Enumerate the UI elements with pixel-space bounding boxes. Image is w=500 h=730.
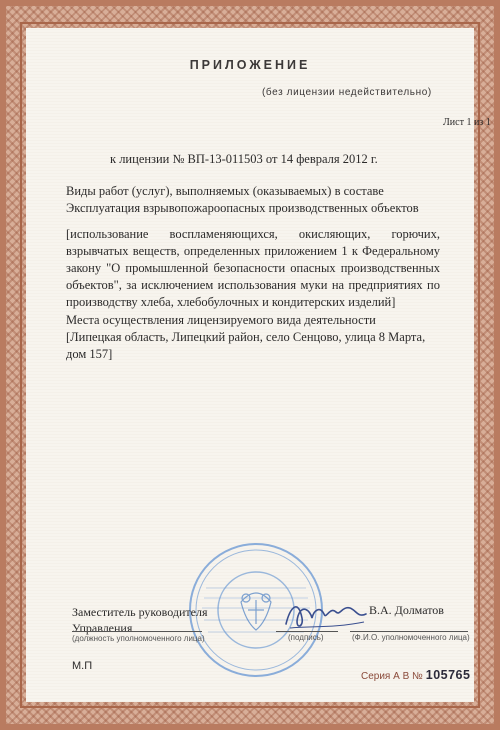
works-heading: Виды работ (услуг), выполняемых (оказываемых) в составе Эксплуатация взрывопожароопасных производственных объектов: [66, 184, 419, 215]
name-caption: (Ф.И.О. уполномоченного лица): [352, 633, 470, 642]
license-reference: к лицензии № ВП-13-011503 от 14 февраля 2012 г.: [110, 152, 378, 166]
place-heading: Места осуществления лицензируемого вида деятельности: [66, 313, 376, 327]
signature-underline: [276, 631, 338, 632]
role-underline: [72, 631, 202, 632]
document-title: ПРИЛОЖЕНИЕ: [189, 58, 311, 72]
place-detail: [Липецкая область, Липецкий район, село Сенцово, улица 8 Марта, дом 157]: [66, 330, 426, 361]
role-caption: (должность уполномоченного лица): [72, 634, 205, 643]
works-detail: [использование воспламеняющихся, окисляющих, горючих, взрывчатых веществ, определенных приложением 1 к Федеральному закону "О промышленной безопасности опасных производственных объектов", за исключением использования муки на предприятиях по производству хлеба, хлебобулочных и кондитерских изделий]: [66, 227, 440, 309]
name-underline: [350, 631, 468, 632]
place-block: [66, 312, 446, 363]
signatory-name: В.А. Долматов: [369, 603, 444, 617]
serial-number-block: [361, 668, 470, 682]
signature-caption: (подпись): [288, 633, 324, 642]
signatory-role: Заместитель руководителя Управления: [72, 605, 208, 635]
serial-number: 105765: [425, 668, 471, 682]
sheet-number: Лист 1 из 1: [443, 117, 491, 128]
seal-mark: М.П: [72, 660, 93, 672]
document-subtitle: (без лицензии недействительно): [262, 87, 432, 98]
serial-label: Серия А В №: [361, 671, 423, 682]
